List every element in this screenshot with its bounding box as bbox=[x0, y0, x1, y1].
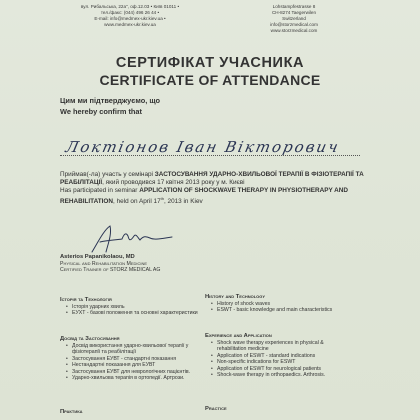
program-section-en-history bbox=[205, 294, 350, 314]
header-left-email: E-mail: info@medmex-ukr.kiev.ua • bbox=[94, 16, 166, 21]
list-item: • Application of ESWT - standard indications bbox=[213, 353, 350, 359]
header-left-site: www.medmex-ukr.kiev.ua bbox=[104, 22, 156, 27]
participation-en-date: , held on April 17 bbox=[113, 198, 161, 206]
header-right-email: info@storzmedical.com bbox=[270, 22, 318, 27]
participation-en-sup: th bbox=[160, 196, 164, 201]
signature bbox=[88, 222, 178, 256]
participation-uk-date: , який проводився 17 квітня 2013 року у м. Києві bbox=[102, 179, 245, 186]
header-left-phone: тел./факс: (044) 496 26 44 • bbox=[100, 10, 160, 15]
program-section-uk-practice bbox=[60, 409, 205, 416]
confirm-text-uk: Цим ми підтверджуємо, що bbox=[60, 96, 161, 105]
header-right-street: Lohstampfestrasse 8 bbox=[272, 4, 316, 9]
signer-block bbox=[60, 254, 160, 274]
list-item: • History of shock waves bbox=[213, 301, 350, 307]
participation-en-place: , 2013 in Kiev bbox=[163, 198, 203, 206]
header-right-country: Switzerland bbox=[282, 16, 306, 21]
program-section-en-practice bbox=[205, 406, 350, 413]
list-item: • Shock wave therapy experiences in physical & rehabilitation medicine bbox=[213, 340, 350, 353]
header-right-city: CH-8274 Taegerwilen bbox=[271, 10, 317, 15]
list-item: • Застосування ЕУВТ для неврологічних пацієнтів. bbox=[68, 369, 205, 375]
list-item: • Нестандартні показання для ЕУВТ bbox=[68, 362, 205, 368]
participant-name-handwritten: Локтіонов Іван Вікторович bbox=[64, 138, 342, 156]
participation-uk-lead: Приймав(-ла) участь у семінарі bbox=[60, 171, 155, 178]
confirm-block bbox=[60, 96, 160, 117]
participation-text bbox=[60, 171, 365, 206]
participation-uk bbox=[60, 171, 365, 187]
section-title-uk-practice: Практика bbox=[60, 409, 83, 415]
section-title-en-practice: Practice bbox=[205, 406, 227, 412]
list-item: • Application of ESWT for neurological patients bbox=[213, 366, 350, 372]
section-title-uk-history: Історія та Технологія bbox=[60, 297, 112, 303]
header-left-address bbox=[60, 4, 200, 28]
header-right-site: www.storzmedical.com bbox=[270, 28, 318, 33]
certificate-title-uk: СЕРТИФІКАТ УЧАСНИКА bbox=[115, 55, 305, 71]
list-item: • Shock-wave therapy in orthopaedics. Arthrosis. bbox=[213, 372, 350, 378]
signer-trainer: Certified Trainer of STORZ MEDICAL AG bbox=[60, 267, 161, 274]
list-item: • Ударно-хвильова терапія в ортопедії. Артрози. bbox=[68, 375, 205, 381]
name-dotted-line bbox=[60, 155, 360, 156]
program-section-uk-experience bbox=[60, 336, 205, 381]
section-title-en-history: History and Technology bbox=[205, 294, 266, 300]
certificate-title-en: CERTIFICATE OF ATTENDANCE bbox=[99, 72, 321, 88]
program-section-en-experience bbox=[205, 333, 350, 378]
seminar-title-uk: ЗАСТОСУВАННЯ УДАРНО-ХВИЛЬОВОЇ ТЕРАПІЇ В ФІЗІОТЕРАПІЇ ТА РЕАБІЛІТАЦІЇ bbox=[60, 171, 364, 186]
seminar-title-en: APPLICATION OF SHOCKWAVE THERAPY IN PHYSIOTHERAPY AND REHABILITATION bbox=[60, 187, 348, 206]
signer-name: Asterios Papanikolaou, MD bbox=[60, 254, 135, 260]
header-left-street: вул. Рибальська, 22а", оф.12.03 • Київ 01011 • bbox=[80, 4, 180, 9]
program-section-uk-history bbox=[60, 297, 205, 317]
section-title-uk-experience: Досвід та Застосування bbox=[60, 336, 120, 342]
participation-en-lead: Has participated in seminar bbox=[60, 187, 140, 194]
list-item: • ЕУХТ - базові положення та основні характеристики bbox=[68, 310, 205, 316]
list-item: • Історія ударних хвиль bbox=[68, 304, 205, 310]
signer-role: Physical and Rehabilitation Medicine bbox=[60, 260, 148, 267]
list-item: • Застосування ЕУВТ - стандартні показання bbox=[68, 356, 205, 362]
header-right-address bbox=[236, 4, 352, 34]
list-item: • Досвід використання ударно-хвильової терапії у фізіотерапії та реабілітації bbox=[68, 343, 205, 356]
list-item: • Non-specific indications for ESWT bbox=[213, 359, 350, 365]
participation-en bbox=[60, 187, 365, 206]
section-title-en-experience: Experience and Application bbox=[205, 333, 272, 339]
confirm-text-en: We hereby confirm that bbox=[60, 106, 142, 116]
list-item: • ESWT - basic knowledge and main characteristics bbox=[213, 307, 350, 313]
